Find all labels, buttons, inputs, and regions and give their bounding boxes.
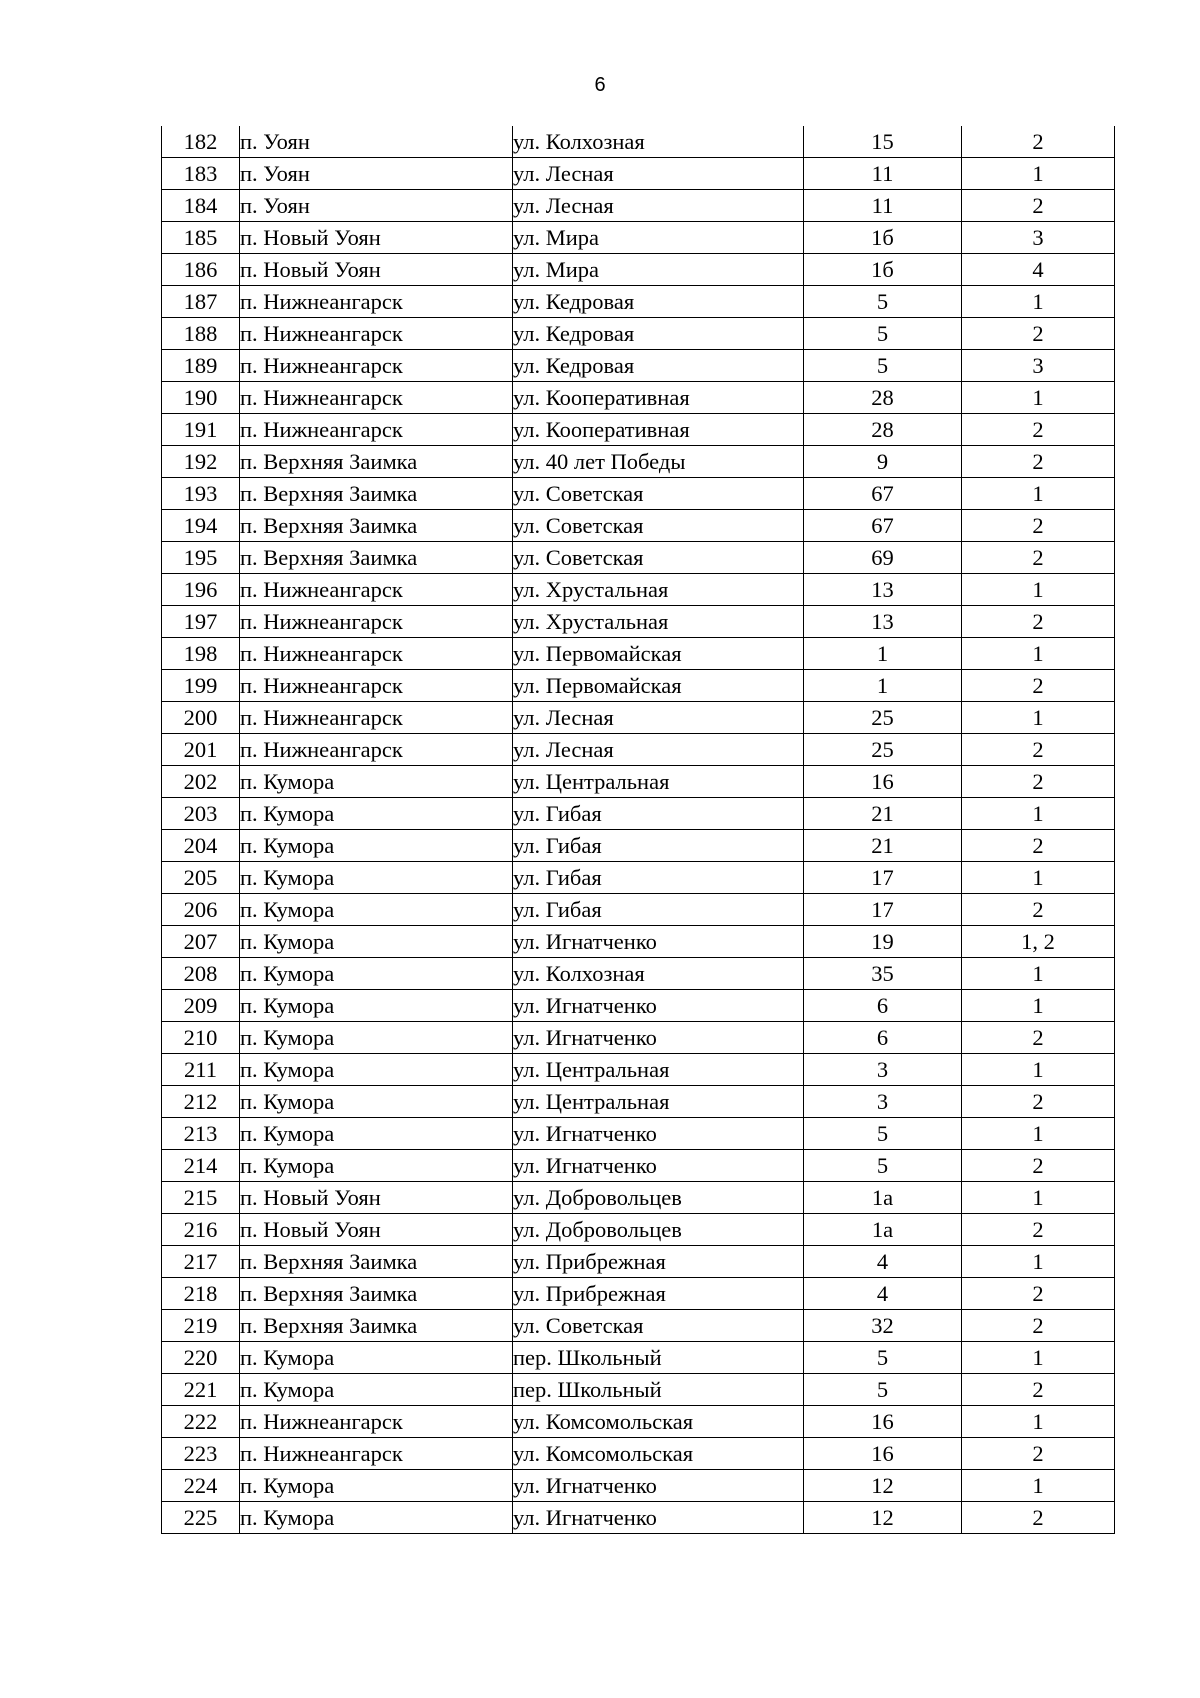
row-number-cell: 216	[162, 1214, 240, 1246]
street-cell: ул. Мира	[513, 222, 804, 254]
street-cell: ул. Советская	[513, 510, 804, 542]
table-row	[162, 286, 1115, 318]
apartment-cell: 1	[962, 1342, 1115, 1374]
table-row	[162, 1086, 1115, 1118]
row-number-cell: 211	[162, 1054, 240, 1086]
settlement-cell: п. Нижнеангарск	[240, 606, 513, 638]
street-cell: ул. Центральная	[513, 766, 804, 798]
apartment-cell: 1	[962, 702, 1115, 734]
settlement-cell: п. Новый Уоян	[240, 254, 513, 286]
apartment-cell: 2	[962, 510, 1115, 542]
row-number-cell: 200	[162, 702, 240, 734]
table-row	[162, 862, 1115, 894]
house-number-cell: 25	[804, 734, 962, 766]
table-row	[162, 1022, 1115, 1054]
settlement-cell: п. Кумора	[240, 1086, 513, 1118]
house-number-cell: 5	[804, 1150, 962, 1182]
house-number-cell: 3	[804, 1054, 962, 1086]
street-cell: ул. Хрустальная	[513, 574, 804, 606]
settlement-cell: п. Верхняя Заимка	[240, 1246, 513, 1278]
table-row	[162, 638, 1115, 670]
street-cell: ул. Игнатченко	[513, 926, 804, 958]
apartment-cell: 2	[962, 1022, 1115, 1054]
table-row	[162, 414, 1115, 446]
street-cell: ул. Гибая	[513, 862, 804, 894]
settlement-cell: п. Кумора	[240, 1118, 513, 1150]
row-number-cell: 206	[162, 894, 240, 926]
apartment-cell: 2	[962, 190, 1115, 222]
house-number-cell: 5	[804, 1374, 962, 1406]
apartment-cell: 1, 2	[962, 926, 1115, 958]
table-row	[162, 1342, 1115, 1374]
settlement-cell: п. Нижнеангарск	[240, 638, 513, 670]
street-cell: ул. Лесная	[513, 158, 804, 190]
settlement-cell: п. Кумора	[240, 862, 513, 894]
house-number-cell: 32	[804, 1310, 962, 1342]
table-row	[162, 1374, 1115, 1406]
settlement-cell: п. Кумора	[240, 766, 513, 798]
row-number-cell: 194	[162, 510, 240, 542]
house-number-cell: 1а	[804, 1214, 962, 1246]
table-row	[162, 670, 1115, 702]
settlement-cell: п. Верхняя Заимка	[240, 1310, 513, 1342]
settlement-cell: п. Кумора	[240, 990, 513, 1022]
apartment-cell: 2	[962, 1310, 1115, 1342]
apartment-cell: 1	[962, 286, 1115, 318]
table-row	[162, 702, 1115, 734]
table-row	[162, 958, 1115, 990]
settlement-cell: п. Нижнеангарск	[240, 670, 513, 702]
settlement-cell: п. Нижнеангарск	[240, 286, 513, 318]
house-number-cell: 5	[804, 286, 962, 318]
settlement-cell: п. Нижнеангарск	[240, 702, 513, 734]
settlement-cell: п. Кумора	[240, 1470, 513, 1502]
house-number-cell: 4	[804, 1278, 962, 1310]
street-cell: ул. Кооперативная	[513, 382, 804, 414]
row-number-cell: 202	[162, 766, 240, 798]
row-number-cell: 209	[162, 990, 240, 1022]
table-row	[162, 606, 1115, 638]
row-number-cell: 196	[162, 574, 240, 606]
apartment-cell: 2	[962, 1278, 1115, 1310]
apartment-cell: 2	[962, 766, 1115, 798]
settlement-cell: п. Нижнеангарск	[240, 574, 513, 606]
house-number-cell: 35	[804, 958, 962, 990]
settlement-cell: п. Уоян	[240, 158, 513, 190]
table-row	[162, 1214, 1115, 1246]
row-number-cell: 182	[162, 126, 240, 158]
settlement-cell: п. Нижнеангарск	[240, 1438, 513, 1470]
house-number-cell: 67	[804, 510, 962, 542]
house-number-cell: 67	[804, 478, 962, 510]
table-row	[162, 1118, 1115, 1150]
house-number-cell: 3	[804, 1086, 962, 1118]
table-row	[162, 1470, 1115, 1502]
settlement-cell: п. Уоян	[240, 190, 513, 222]
row-number-cell: 188	[162, 318, 240, 350]
settlement-cell: п. Кумора	[240, 1022, 513, 1054]
settlement-cell: п. Кумора	[240, 830, 513, 862]
apartment-cell: 1	[962, 638, 1115, 670]
row-number-cell: 183	[162, 158, 240, 190]
apartment-cell: 2	[962, 670, 1115, 702]
street-cell: ул. Гибая	[513, 830, 804, 862]
row-number-cell: 220	[162, 1342, 240, 1374]
table-row	[162, 478, 1115, 510]
house-number-cell: 11	[804, 158, 962, 190]
apartment-cell: 4	[962, 254, 1115, 286]
settlement-cell: п. Уоян	[240, 126, 513, 158]
house-number-cell: 25	[804, 702, 962, 734]
house-number-cell: 1а	[804, 1182, 962, 1214]
street-cell: ул. Центральная	[513, 1086, 804, 1118]
table-body	[162, 126, 1115, 1534]
table-row	[162, 766, 1115, 798]
house-number-cell: 1б	[804, 222, 962, 254]
street-cell: ул. Кедровая	[513, 286, 804, 318]
settlement-cell: п. Верхняя Заимка	[240, 510, 513, 542]
row-number-cell: 199	[162, 670, 240, 702]
apartment-cell: 2	[962, 830, 1115, 862]
settlement-cell: п. Кумора	[240, 958, 513, 990]
row-number-cell: 186	[162, 254, 240, 286]
street-cell: ул. Добровольцев	[513, 1182, 804, 1214]
row-number-cell: 218	[162, 1278, 240, 1310]
street-cell: ул. Прибрежная	[513, 1246, 804, 1278]
settlement-cell: п. Кумора	[240, 1054, 513, 1086]
table-row	[162, 222, 1115, 254]
house-number-cell: 17	[804, 862, 962, 894]
row-number-cell: 204	[162, 830, 240, 862]
table-row	[162, 1502, 1115, 1534]
row-number-cell: 189	[162, 350, 240, 382]
street-cell: ул. Игнатченко	[513, 990, 804, 1022]
apartment-cell: 3	[962, 222, 1115, 254]
apartment-cell: 2	[962, 606, 1115, 638]
apartment-cell: 2	[962, 446, 1115, 478]
table-row	[162, 574, 1115, 606]
table-row	[162, 158, 1115, 190]
street-cell: ул. Кедровая	[513, 318, 804, 350]
row-number-cell: 191	[162, 414, 240, 446]
table-row	[162, 1182, 1115, 1214]
apartment-cell: 1	[962, 1470, 1115, 1502]
table-row	[162, 990, 1115, 1022]
apartment-cell: 2	[962, 126, 1115, 158]
apartment-cell: 1	[962, 1182, 1115, 1214]
address-table	[161, 126, 1115, 1534]
settlement-cell: п. Нижнеангарск	[240, 414, 513, 446]
row-number-cell: 190	[162, 382, 240, 414]
settlement-cell: п. Кумора	[240, 1502, 513, 1534]
house-number-cell: 28	[804, 382, 962, 414]
settlement-cell: п. Новый Уоян	[240, 1214, 513, 1246]
table-row	[162, 126, 1115, 158]
table-row	[162, 1054, 1115, 1086]
row-number-cell: 201	[162, 734, 240, 766]
street-cell: ул. Прибрежная	[513, 1278, 804, 1310]
row-number-cell: 184	[162, 190, 240, 222]
apartment-cell: 1	[962, 1246, 1115, 1278]
settlement-cell: п. Кумора	[240, 1150, 513, 1182]
street-cell: ул. Гибая	[513, 798, 804, 830]
apartment-cell: 1	[962, 862, 1115, 894]
row-number-cell: 212	[162, 1086, 240, 1118]
apartment-cell: 1	[962, 958, 1115, 990]
street-cell: ул. Мира	[513, 254, 804, 286]
street-cell: ул. Первомайская	[513, 670, 804, 702]
settlement-cell: п. Кумора	[240, 926, 513, 958]
street-cell: ул. Советская	[513, 542, 804, 574]
apartment-cell: 2	[962, 1438, 1115, 1470]
house-number-cell: 1б	[804, 254, 962, 286]
row-number-cell: 221	[162, 1374, 240, 1406]
table-row	[162, 1406, 1115, 1438]
apartment-cell: 1	[962, 1118, 1115, 1150]
apartment-cell: 1	[962, 990, 1115, 1022]
street-cell: ул. Игнатченко	[513, 1118, 804, 1150]
street-cell: ул. Кооперативная	[513, 414, 804, 446]
street-cell: ул. Игнатченко	[513, 1150, 804, 1182]
settlement-cell: п. Новый Уоян	[240, 222, 513, 254]
table-row	[162, 318, 1115, 350]
apartment-cell: 2	[962, 1214, 1115, 1246]
table-row	[162, 1438, 1115, 1470]
row-number-cell: 208	[162, 958, 240, 990]
table-row	[162, 190, 1115, 222]
settlement-cell: п. Нижнеангарск	[240, 350, 513, 382]
row-number-cell: 185	[162, 222, 240, 254]
house-number-cell: 19	[804, 926, 962, 958]
row-number-cell: 198	[162, 638, 240, 670]
row-number-cell: 205	[162, 862, 240, 894]
apartment-cell: 1	[962, 574, 1115, 606]
table-row	[162, 1150, 1115, 1182]
table-row	[162, 894, 1115, 926]
apartment-cell: 2	[962, 1502, 1115, 1534]
settlement-cell: п. Верхняя Заимка	[240, 446, 513, 478]
row-number-cell: 210	[162, 1022, 240, 1054]
street-cell: пер. Школьный	[513, 1374, 804, 1406]
street-cell: ул. Лесная	[513, 190, 804, 222]
page-number: 6	[594, 74, 606, 96]
apartment-cell: 2	[962, 1374, 1115, 1406]
house-number-cell: 13	[804, 574, 962, 606]
street-cell: ул. Кедровая	[513, 350, 804, 382]
street-cell: ул. Лесная	[513, 702, 804, 734]
settlement-cell: п. Нижнеангарск	[240, 318, 513, 350]
house-number-cell: 13	[804, 606, 962, 638]
street-cell: ул. Колхозная	[513, 958, 804, 990]
apartment-cell: 2	[962, 1086, 1115, 1118]
street-cell: ул. Игнатченко	[513, 1502, 804, 1534]
house-number-cell: 4	[804, 1246, 962, 1278]
street-cell: ул. Игнатченко	[513, 1022, 804, 1054]
house-number-cell: 9	[804, 446, 962, 478]
settlement-cell: п. Верхняя Заимка	[240, 542, 513, 574]
apartment-cell: 2	[962, 1150, 1115, 1182]
street-cell: ул. Игнатченко	[513, 1470, 804, 1502]
house-number-cell: 21	[804, 830, 962, 862]
house-number-cell: 15	[804, 126, 962, 158]
house-number-cell: 16	[804, 1438, 962, 1470]
settlement-cell: п. Кумора	[240, 894, 513, 926]
street-cell: ул. Хрустальная	[513, 606, 804, 638]
settlement-cell: п. Верхняя Заимка	[240, 1278, 513, 1310]
row-number-cell: 213	[162, 1118, 240, 1150]
row-number-cell: 224	[162, 1470, 240, 1502]
table-row	[162, 446, 1115, 478]
apartment-cell: 1	[962, 798, 1115, 830]
settlement-cell: п. Верхняя Заимка	[240, 478, 513, 510]
row-number-cell: 195	[162, 542, 240, 574]
house-number-cell: 21	[804, 798, 962, 830]
house-number-cell: 5	[804, 318, 962, 350]
table-row	[162, 382, 1115, 414]
apartment-cell: 1	[962, 382, 1115, 414]
row-number-cell: 187	[162, 286, 240, 318]
apartment-cell: 1	[962, 158, 1115, 190]
settlement-cell: п. Новый Уоян	[240, 1182, 513, 1214]
row-number-cell: 219	[162, 1310, 240, 1342]
house-number-cell: 6	[804, 1022, 962, 1054]
table-row	[162, 1278, 1115, 1310]
house-number-cell: 17	[804, 894, 962, 926]
table-row	[162, 254, 1115, 286]
table-row	[162, 1310, 1115, 1342]
table-row	[162, 542, 1115, 574]
row-number-cell: 192	[162, 446, 240, 478]
settlement-cell: п. Нижнеангарск	[240, 734, 513, 766]
table-row	[162, 734, 1115, 766]
house-number-cell: 5	[804, 1342, 962, 1374]
street-cell: пер. Школьный	[513, 1342, 804, 1374]
table-row	[162, 830, 1115, 862]
street-cell: ул. Первомайская	[513, 638, 804, 670]
settlement-cell: п. Нижнеангарск	[240, 382, 513, 414]
table-row	[162, 350, 1115, 382]
street-cell: ул. Центральная	[513, 1054, 804, 1086]
apartment-cell: 2	[962, 734, 1115, 766]
house-number-cell: 69	[804, 542, 962, 574]
apartment-cell: 3	[962, 350, 1115, 382]
apartment-cell: 2	[962, 894, 1115, 926]
row-number-cell: 222	[162, 1406, 240, 1438]
settlement-cell: п. Нижнеангарск	[240, 1406, 513, 1438]
street-cell: ул. 40 лет Победы	[513, 446, 804, 478]
apartment-cell: 1	[962, 478, 1115, 510]
house-number-cell: 16	[804, 766, 962, 798]
apartment-cell: 2	[962, 318, 1115, 350]
apartment-cell: 1	[962, 1054, 1115, 1086]
house-number-cell: 1	[804, 670, 962, 702]
apartment-cell: 2	[962, 414, 1115, 446]
street-cell: ул. Лесная	[513, 734, 804, 766]
house-number-cell: 6	[804, 990, 962, 1022]
row-number-cell: 197	[162, 606, 240, 638]
house-number-cell: 12	[804, 1502, 962, 1534]
row-number-cell: 215	[162, 1182, 240, 1214]
row-number-cell: 203	[162, 798, 240, 830]
house-number-cell: 5	[804, 1118, 962, 1150]
row-number-cell: 214	[162, 1150, 240, 1182]
street-cell: ул. Советская	[513, 1310, 804, 1342]
row-number-cell: 217	[162, 1246, 240, 1278]
house-number-cell: 1	[804, 638, 962, 670]
row-number-cell: 193	[162, 478, 240, 510]
table-row	[162, 798, 1115, 830]
table-row	[162, 510, 1115, 542]
settlement-cell: п. Кумора	[240, 1374, 513, 1406]
table-row	[162, 1246, 1115, 1278]
street-cell: ул. Колхозная	[513, 126, 804, 158]
house-number-cell: 12	[804, 1470, 962, 1502]
house-number-cell: 11	[804, 190, 962, 222]
house-number-cell: 16	[804, 1406, 962, 1438]
row-number-cell: 225	[162, 1502, 240, 1534]
house-number-cell: 5	[804, 350, 962, 382]
apartment-cell: 2	[962, 542, 1115, 574]
street-cell: ул. Гибая	[513, 894, 804, 926]
row-number-cell: 223	[162, 1438, 240, 1470]
street-cell: ул. Комсомольская	[513, 1406, 804, 1438]
row-number-cell: 207	[162, 926, 240, 958]
street-cell: ул. Комсомольская	[513, 1438, 804, 1470]
apartment-cell: 1	[962, 1406, 1115, 1438]
street-cell: ул. Добровольцев	[513, 1214, 804, 1246]
house-number-cell: 28	[804, 414, 962, 446]
settlement-cell: п. Кумора	[240, 1342, 513, 1374]
settlement-cell: п. Кумора	[240, 798, 513, 830]
table-row	[162, 926, 1115, 958]
street-cell: ул. Советская	[513, 478, 804, 510]
